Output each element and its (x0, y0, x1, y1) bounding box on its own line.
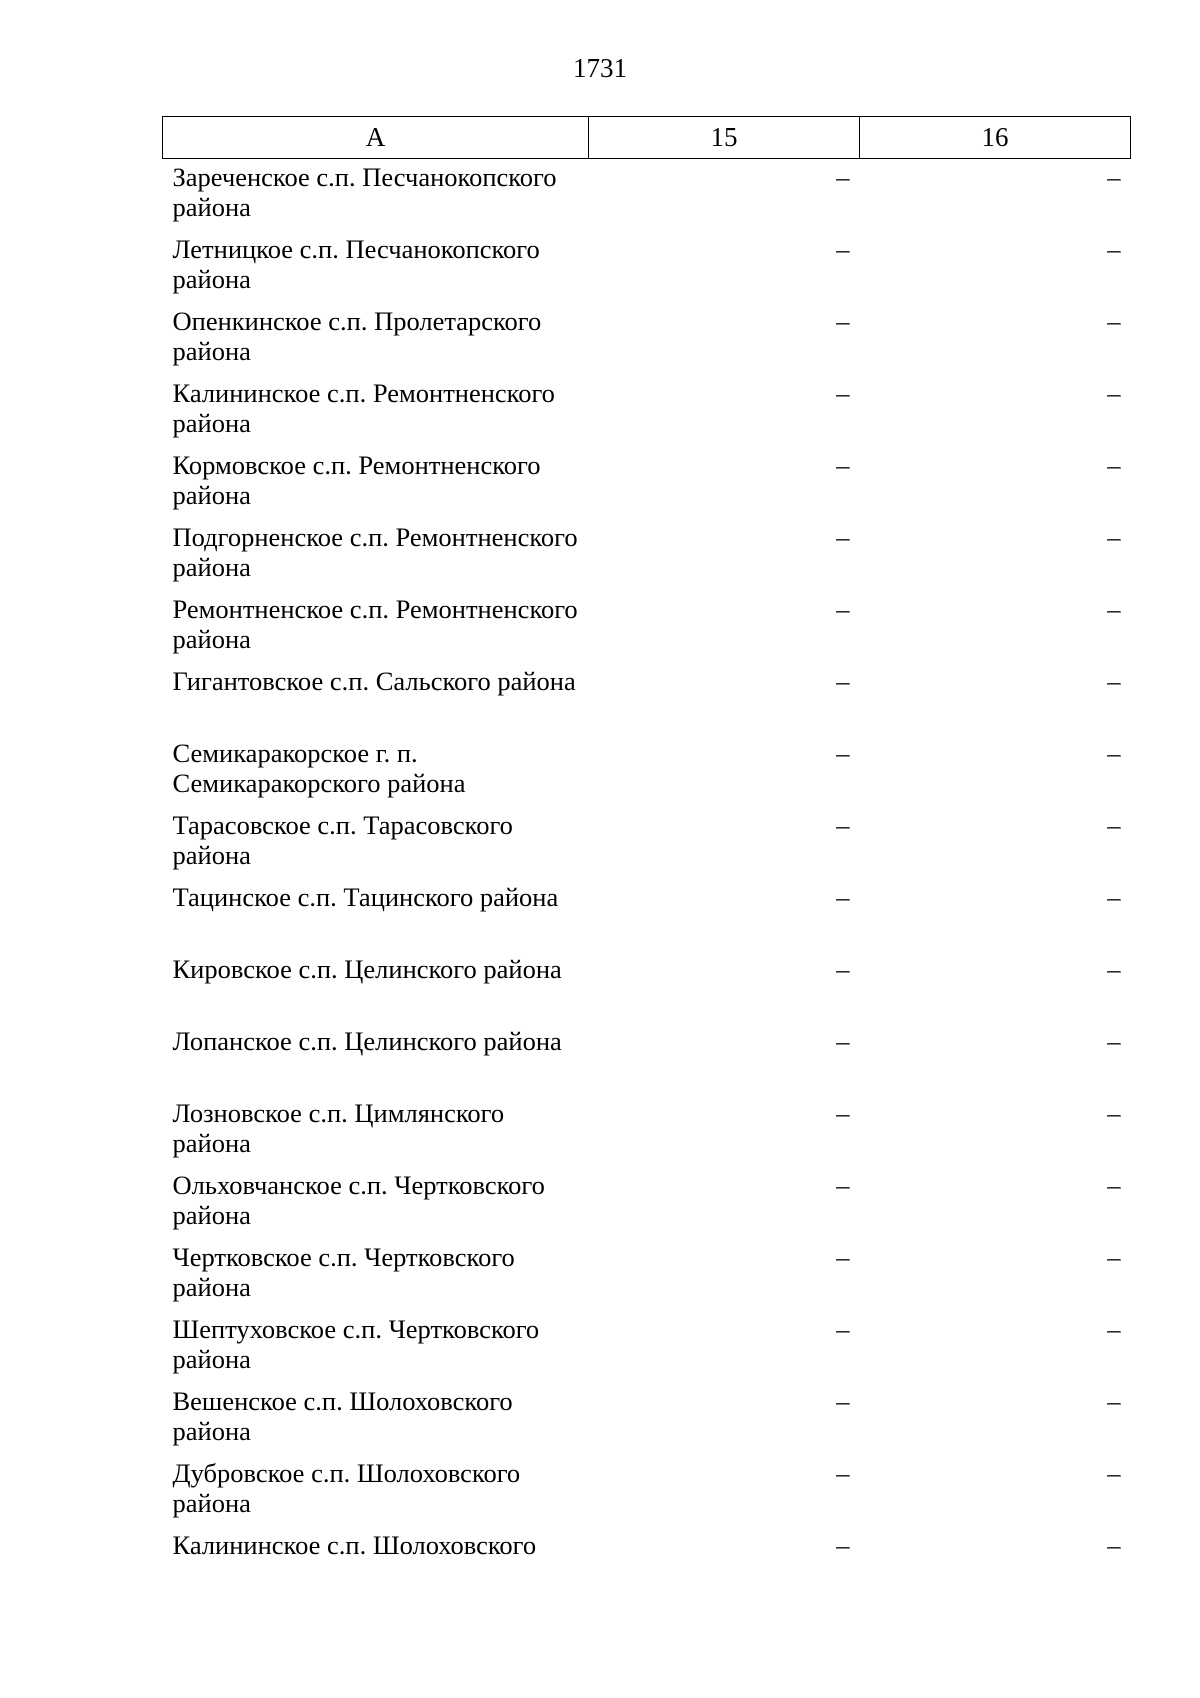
value-cell-15: – (836, 1025, 850, 1056)
value-cell-16: – (1107, 737, 1121, 768)
municipality-name-cell: Ремонтненское с.п. Ремонтненского района (172, 593, 578, 654)
municipality-name-cell: Калининское с.п. Шолоховского (172, 1529, 537, 1560)
value-cell-15: – (836, 1529, 850, 1560)
municipality-name-cell: Лозновское с.п. Цимлянского района (172, 1097, 505, 1158)
value-cell-16: – (1107, 953, 1121, 984)
table-row (163, 1095, 1131, 1167)
municipality-name-cell: Кировское с.п. Целинского района (172, 953, 562, 984)
value-cell-16: – (1107, 665, 1121, 696)
municipality-name-cell: Летницкое с.п. Песчанокопского района (172, 233, 540, 294)
municipality-name-cell: Семикаракорское г. п. Семикаракорского района (172, 737, 466, 798)
value-cell-16: – (1107, 809, 1121, 840)
value-cell-15: – (836, 162, 850, 192)
value-cell-16: – (1107, 593, 1121, 624)
value-cell-15: – (836, 809, 850, 840)
value-cell-16: – (1107, 233, 1121, 264)
value-cell-16: – (1107, 1313, 1121, 1344)
table-row (163, 303, 1131, 375)
municipality-name-cell: Ольховчанское с.п. Чертковского района (172, 1169, 545, 1230)
table-row (163, 735, 1131, 807)
municipality-name-cell: Вешенское с.п. Шолоховского района (172, 1385, 513, 1446)
table-row (163, 1527, 1131, 1599)
value-cell-16: – (1107, 1529, 1121, 1560)
municipality-name-cell: Калининское с.п. Ремонтненского района (172, 377, 555, 438)
value-cell-15: – (836, 1313, 850, 1344)
municipality-name-cell: Лопанское с.п. Целинского района (172, 1025, 562, 1056)
table-row (163, 663, 1131, 735)
municipality-name-cell: Кормовское с.п. Ремонтненского района (172, 449, 541, 510)
value-cell-15: – (836, 1385, 850, 1416)
table-row (163, 1239, 1131, 1311)
municipality-name-cell: Опенкинское с.п. Пролетарского района (172, 305, 542, 366)
value-cell-16: – (1107, 1169, 1121, 1200)
value-cell-16: – (1107, 1457, 1121, 1488)
header-cell-a: А (163, 117, 589, 159)
value-cell-15: – (836, 593, 850, 624)
value-cell-15: – (836, 1457, 850, 1488)
municipality-name-cell: Дубровское с.п. Шолоховского района (172, 1457, 521, 1518)
municipality-name-cell: Чертковское с.п. Чертковского района (172, 1241, 515, 1302)
table-row (163, 447, 1131, 519)
value-cell-16: – (1107, 377, 1121, 408)
value-cell-15: – (836, 953, 850, 984)
header-cell-15: 15 (589, 117, 860, 159)
value-cell-16: – (1107, 1025, 1121, 1056)
table-row (163, 375, 1131, 447)
table-row (163, 1167, 1131, 1239)
value-cell-15: – (836, 449, 850, 480)
municipality-name-cell: Шептуховское с.п. Чертковского района (172, 1313, 540, 1374)
value-cell-16: – (1107, 305, 1121, 336)
value-cell-15: – (836, 1241, 850, 1272)
value-cell-15: – (836, 521, 850, 552)
value-cell-16: – (1107, 1097, 1121, 1128)
header-cell-16: 16 (860, 117, 1131, 159)
table-row (163, 1455, 1131, 1527)
municipality-name-cell: Гигантовское с.п. Сальского района (172, 665, 576, 696)
page-number: 1731 (573, 53, 627, 83)
table-row (163, 951, 1131, 1023)
value-cell-15: – (836, 377, 850, 408)
table-row (163, 879, 1131, 951)
value-cell-15: – (836, 737, 850, 768)
value-cell-16: – (1107, 521, 1121, 552)
value-cell-16: – (1107, 449, 1121, 480)
value-cell-16: – (1107, 881, 1121, 912)
table-row (163, 1311, 1131, 1383)
data-table (162, 116, 1131, 1599)
value-cell-16: – (1107, 162, 1121, 192)
value-cell-16: – (1107, 1241, 1121, 1272)
value-cell-16: – (1107, 1385, 1121, 1416)
value-cell-15: – (836, 305, 850, 336)
municipality-name-cell: Тацинское с.п. Тацинского района (172, 881, 559, 912)
header-row (163, 117, 1131, 159)
value-cell-15: – (836, 233, 850, 264)
table-row (163, 1383, 1131, 1455)
table-header (163, 117, 1131, 159)
table-row (163, 591, 1131, 663)
municipality-name-cell: Подгорненское с.п. Ремонтненского района (172, 521, 578, 582)
municipality-name-cell: Зареченское с.п. Песчанокопского района (172, 162, 557, 222)
value-cell-15: – (836, 881, 850, 912)
municipality-name-cell: Тарасовское с.п. Тарасовского района (172, 809, 513, 870)
table-body (163, 159, 1131, 1599)
value-cell-15: – (836, 665, 850, 696)
table-row (163, 1023, 1131, 1095)
table-row (163, 519, 1131, 591)
value-cell-15: – (836, 1169, 850, 1200)
table-row (163, 159, 1131, 231)
table-row (163, 807, 1131, 879)
table-row (163, 231, 1131, 303)
value-cell-15: – (836, 1097, 850, 1128)
